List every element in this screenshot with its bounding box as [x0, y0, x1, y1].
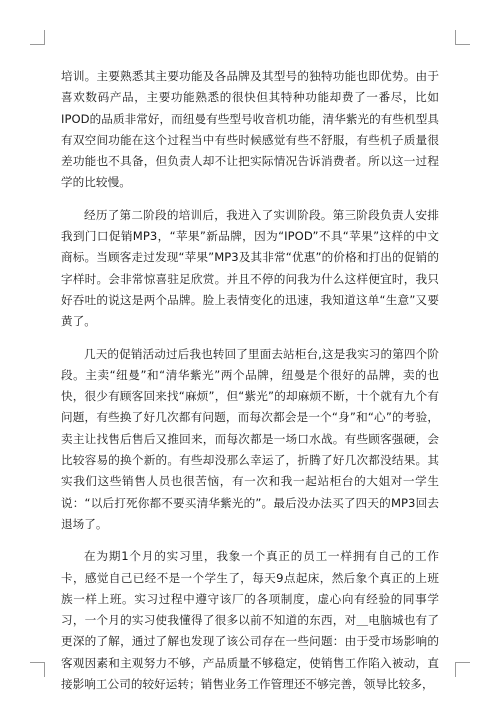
- paragraph-continuation: 培训。主要熟悉其主要功能及各品牌及其型号的独特功能也即优势。由于喜欢数码产品，主要功能熟悉的很快但其特种功能却费了一番尽，比如IPOD的品质非常好，而纽曼有些型号收音机功能，清华紫光的有些机型具有双空间功能在这个过程当中有些时候感觉有些不舒服，有些机子质量很差功能也不具备，但负责人却不让把实际情况告诉消费者。所以这一过程学的比较慢。: [61, 69, 439, 190]
- document-body: [61, 66, 439, 695]
- paragraph-promotion-stage: 经历了第二阶段的培训后，我进入了实训阶段。第三阶段负责人安排我到门口促销MP3，“苹果”新品牌，因为“IPOD”不具“苹果”这样的中文商标。当顾客走过发现“苹果”MP3及其非常“优惠”的价格和打出的促销的字样时。会非常惊喜驻足欣赏。并且不停的问我为什么这样便宜时，我只好吞吐的说这是两个品牌。脸上表情变化的迅速，我知道这单“生意”又要黄了。: [61, 207, 439, 329]
- crop-mark-top-right: [455, 30, 470, 45]
- crop-mark-bottom-left: [30, 662, 45, 677]
- crop-mark-top-left: [30, 30, 45, 45]
- crop-mark-bottom-right: [455, 662, 470, 677]
- paragraph-internship-summary: 在为期1个月的实习里，我象一个真正的员工一样拥有自己的工作卡，感觉自己已经不是一个学生了，每天9点起床，然后象个真正的上班族一样上班。实习过程中遵守该厂的各项制度，虚心向有经验的同事学习，一个月的实习使我懂得了很多以前不知道的东西，对＿电脑城也有了更深的了解，通过了解也发现了该公司存在一些问题：由于受市场影响的客观因素和主观努力不够，产品质量不够稳定，使销售工作陷入被动，直接影响工公司的较好运转；销售业务工作管理还不够完善，领导比较多，: [61, 549, 439, 692]
- paragraph-counter-stage: 几天的促销活动过后我也转回了里面去站柜台,这是我实习的第四个阶段。主卖“纽曼”和“清华紫光”两个品牌，纽曼是个很好的品牌，卖的也快，很少有顾客回来找“麻烦”，但“紫光”的却麻烦不断，十个就有九个有问题，有些换了好几次都有问题，而每次都会是一个“身”和“心”的考验，卖主让找售后售后又推回来，而每次都是一场口水战。有些顾客强硬，会比较容易的换个新的。有些却没那么幸运了，折腾了好几次都没结果。其实我们这些销售人员也很苦恼，有一次和我一起站柜台的大姐对一学生说：“以后打死你都不要买清华紫光的”。最后没办法买了四天的MP3回去退场了。: [61, 346, 439, 531]
